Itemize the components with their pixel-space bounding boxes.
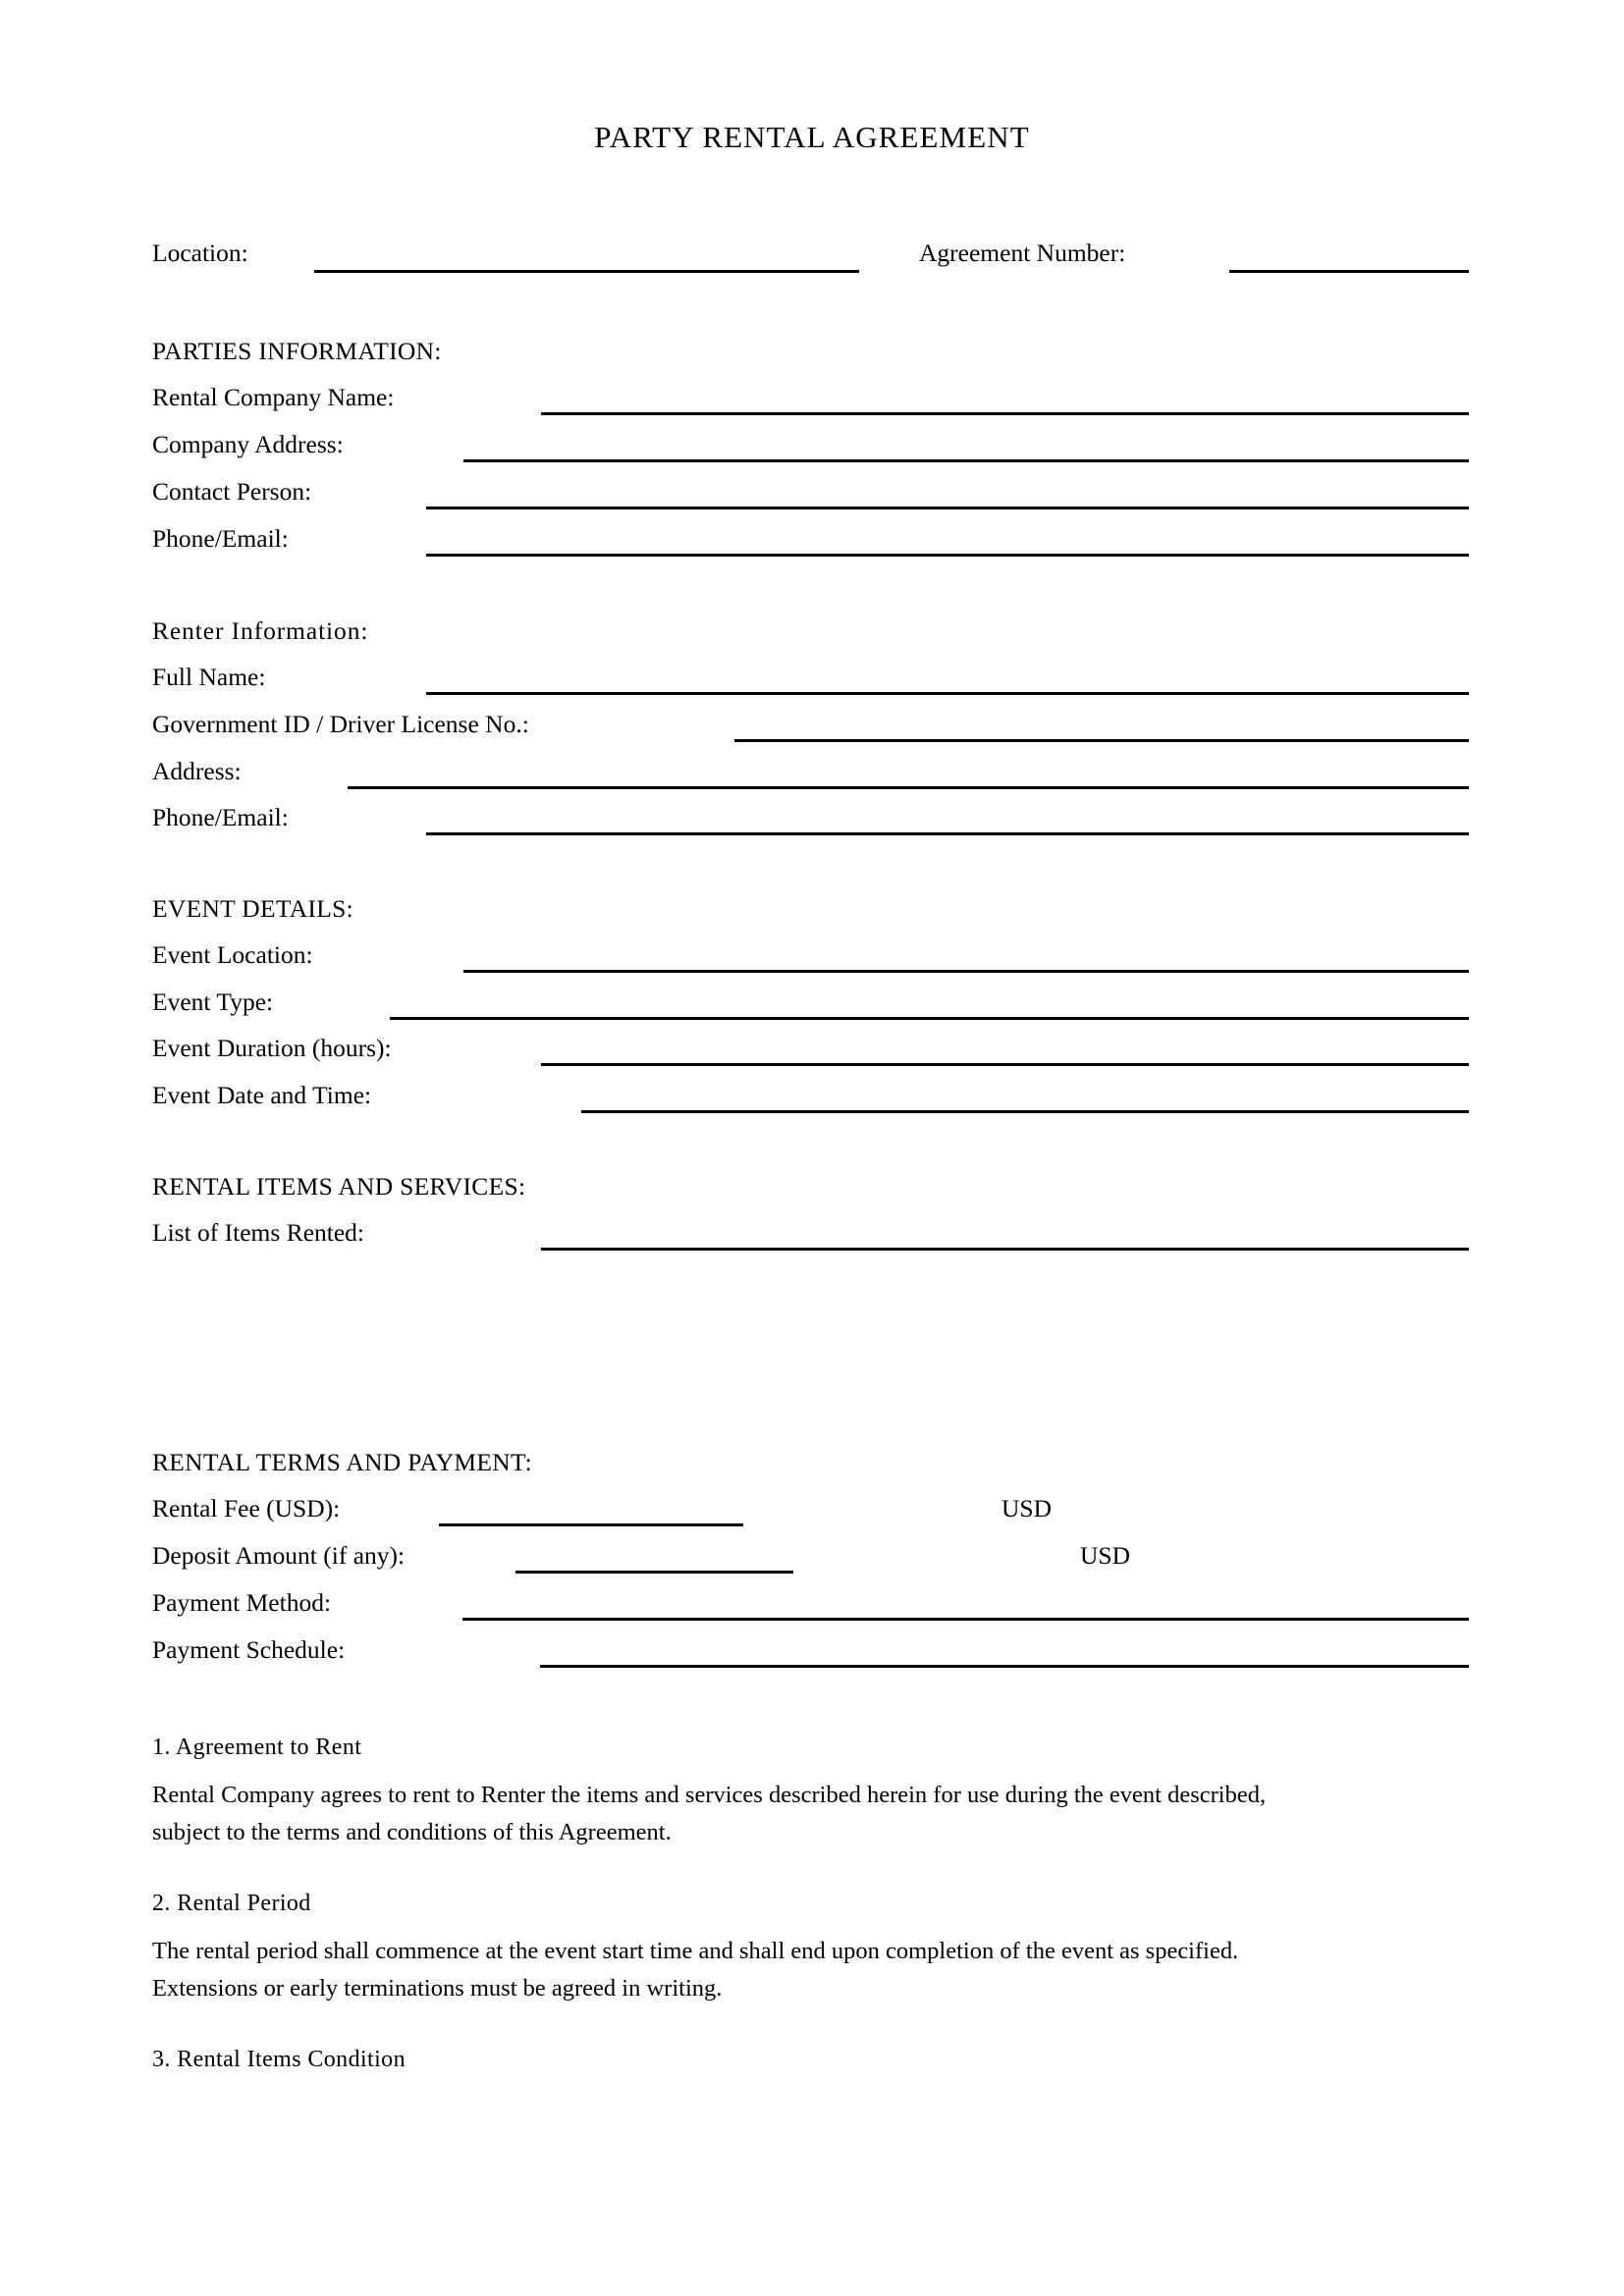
government-id-input-line[interactable] — [734, 739, 1469, 742]
location-input-line[interactable] — [314, 270, 859, 273]
clause-2-paragraph-line-2: Extensions or early terminations must be agreed in writing. — [152, 1975, 723, 2002]
event-duration-label: Event Duration (hours): — [152, 1034, 392, 1062]
clause-1-heading: 1. Agreement to Rent — [152, 1735, 362, 1760]
company-phone-email-label: Phone/Email: — [152, 524, 289, 553]
company-address-input-line[interactable] — [463, 459, 1469, 462]
clause-3-heading: 3. Rental Items Condition — [152, 2047, 406, 2072]
event-type-label: Event Type: — [152, 988, 274, 1016]
contact-person-input-line[interactable] — [426, 507, 1469, 509]
company-phone-email-input-line[interactable] — [426, 554, 1469, 557]
clause-1-paragraph-line-1: Rental Company agrees to rent to Renter the items and services described herein for use during the event described, — [152, 1782, 1267, 1808]
clause-2-paragraph-line-1: The rental period shall commence at the event start time and shall end upon completion of the event as specified. — [152, 1938, 1239, 1964]
list-of-items-rented-input-line[interactable] — [541, 1248, 1469, 1251]
contact-person-label: Contact Person: — [152, 477, 312, 506]
event-type-input-line[interactable] — [390, 1017, 1469, 1020]
renter-full-name-label: Full Name: — [152, 663, 266, 691]
event-date-time-input-line[interactable] — [581, 1110, 1469, 1113]
deposit-amount-input-line[interactable] — [515, 1571, 793, 1574]
rental-company-name-label: Rental Company Name: — [152, 383, 395, 411]
payment-schedule-label: Payment Schedule: — [152, 1635, 346, 1664]
renter-phone-email-input-line[interactable] — [426, 832, 1469, 835]
clause-2-heading: 2. Rental Period — [152, 1891, 311, 1916]
event-location-label: Event Location: — [152, 940, 313, 969]
deposit-amount-currency-unit: USD — [1080, 1541, 1131, 1570]
payment-method-input-line[interactable] — [462, 1618, 1469, 1621]
payment-method-label: Payment Method: — [152, 1588, 332, 1617]
clause-1-paragraph-line-2: subject to the terms and conditions of this Agreement. — [152, 1819, 672, 1845]
renter-information-heading: Renter Information: — [152, 616, 369, 645]
payment-schedule-input-line[interactable] — [540, 1665, 1469, 1668]
rental-terms-payment-heading: RENTAL TERMS AND PAYMENT: — [152, 1448, 532, 1476]
event-details-heading: EVENT DETAILS: — [152, 894, 353, 923]
agreement-number-label: Agreement Number: — [919, 239, 1126, 267]
list-of-items-rented-label: List of Items Rented: — [152, 1218, 365, 1247]
renter-address-label: Address: — [152, 757, 242, 785]
event-duration-input-line[interactable] — [541, 1063, 1469, 1066]
rental-company-name-input-line[interactable] — [541, 412, 1469, 415]
deposit-amount-label: Deposit Amount (if any): — [152, 1541, 406, 1570]
rental-fee-currency-unit: USD — [1001, 1494, 1053, 1522]
government-id-label: Government ID / Driver License No.: — [152, 710, 529, 738]
company-address-label: Company Address: — [152, 430, 344, 458]
renter-phone-email-label: Phone/Email: — [152, 803, 289, 831]
parties-information-heading: PARTIES INFORMATION: — [152, 337, 442, 365]
renter-address-input-line[interactable] — [348, 786, 1469, 789]
page-title: PARTY RENTAL AGREEMENT — [594, 120, 1030, 154]
event-date-time-label: Event Date and Time: — [152, 1081, 372, 1109]
rental-items-services-heading: RENTAL ITEMS AND SERVICES: — [152, 1172, 526, 1201]
event-location-input-line[interactable] — [463, 970, 1469, 973]
renter-full-name-input-line[interactable] — [426, 692, 1469, 695]
rental-fee-label: Rental Fee (USD): — [152, 1494, 341, 1522]
location-label: Location: — [152, 239, 248, 267]
agreement-number-input-line[interactable] — [1229, 270, 1469, 273]
rental-fee-input-line[interactable] — [439, 1523, 743, 1526]
